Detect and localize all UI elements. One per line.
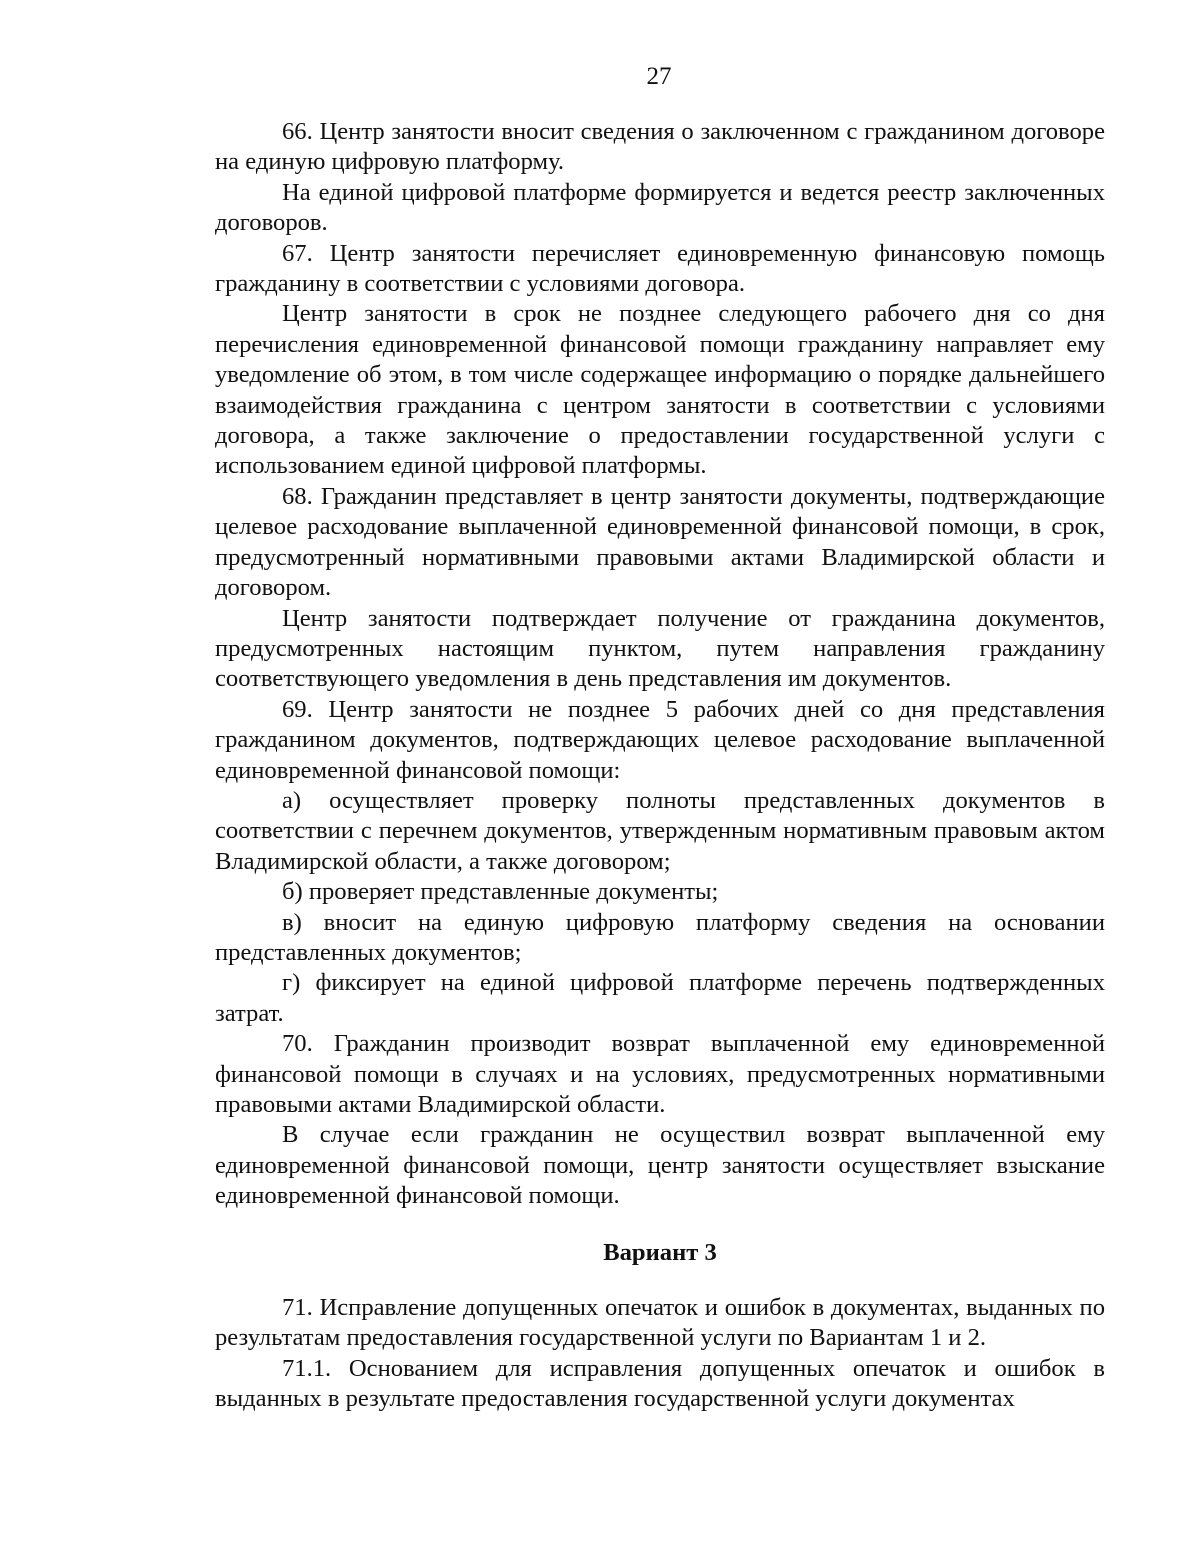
paragraph-69-item-g: г) фиксирует на единой цифровой платформе перечень подтвержденных затрат. [215, 969, 1105, 1027]
page-number: 27 [646, 63, 672, 90]
paragraph-68-confirmation: Центр занятости подтверждает получение от гражданина документов, предусмотренных настоящим пунктом, путем направления гражданину соответствующего уведомления в день представления им документов. [215, 604, 1105, 693]
paragraph-68: 68. Гражданин представляет в центр занятости документы, подтверждающие целевое расходование выплаченной единовременной финансовой помощи, в срок, предусмотренный нормативными правовыми актами Владимирской области и договором. [215, 482, 1105, 602]
paragraph-67-notification: Центр занятости в срок не позднее следующего рабочего дня со дня перечисления единовременной финансовой помощи гражданину направляет ему уведомление об этом, в том числе содержащее информацию о порядке дальнейшего взаимодействия гражданина с центром занятости в соответствии с условиями договора, а также заключение о предоставлении государственной услуги с использованием единой цифровой платформы. [215, 300, 1105, 480]
paragraph-70: 70. Гражданин производит возврат выплаченной ему единовременной финансовой помощи в случаях и на условиях, предусмотренных нормативными правовыми актами Владимирской области. [215, 1030, 1105, 1118]
document-body [215, 117, 1105, 1415]
paragraph-69-item-v: в) вносит на единую цифровую платформу сведения на основании представленных документов; [215, 908, 1105, 966]
paragraph-71-1: 71.1. Основанием для исправления допущенных опечаток и ошибок в выданных в результате предоставления государственной услуги документах [215, 1354, 1105, 1413]
paragraph-70-recovery: В случае если гражданин не осуществил возврат выплаченной ему единовременной финансовой помощи, центр занятости осуществляет взыскание единовременной финансовой помощи. [215, 1121, 1105, 1210]
paragraph-71: 71. Исправление допущенных опечаток и ошибок в документах, выданных по результатам предоставления государственной услуги по Вариантам 1 и 2. [215, 1294, 1105, 1352]
paragraph-69-item-a: а) осуществляет проверку полноты представленных документов в соответствии с перечнем документов, утвержденным нормативным правовым актом Владимирской области, а также договором; [215, 786, 1105, 875]
paragraph-69: 69. Центр занятости не позднее 5 рабочих дней со дня представления гражданином документов, подтверждающих целевое расходование выплаченной единовременной финансовой помощи: [215, 695, 1105, 784]
paragraph-69-item-b: б) проверяет представленные документы; [282, 878, 719, 906]
section-heading: Вариант 3 [603, 1238, 717, 1266]
paragraph-67: 67. Центр занятости перечисляет единовременную финансовую помощь гражданину в соответствии с условиями договора. [215, 239, 1105, 298]
paragraph-66: 66. Центр занятости вносит сведения о заключенном с гражданином договоре на единую цифровую платформу. [215, 118, 1105, 176]
paragraph-66-registry: На единой цифровой платформе формируется и ведется реестр заключенных договоров. [215, 178, 1105, 237]
